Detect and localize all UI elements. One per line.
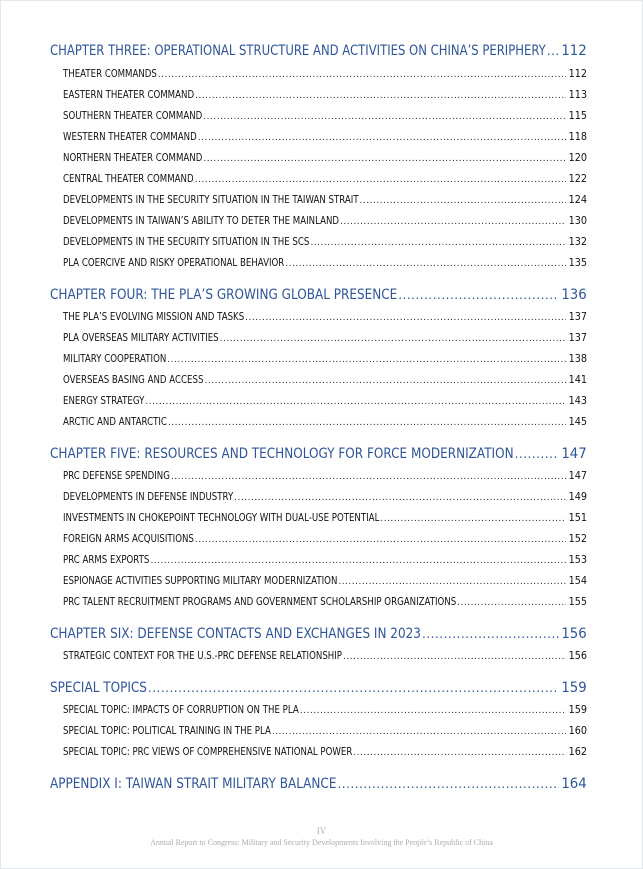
- toc-entry-page: 132: [568, 236, 587, 248]
- toc-section-entry[interactable]: [63, 194, 587, 206]
- toc-entry-title: DEVELOPMENTS IN THE SECURITY SITUATION IN THE TAIWAN STRAIT: [63, 194, 359, 206]
- toc-section-entry[interactable]: [63, 491, 587, 503]
- toc-section-entry[interactable]: [63, 110, 587, 122]
- toc-entry-page: 124: [568, 194, 587, 206]
- dot-leader: [245, 313, 566, 323]
- toc-entry-title: DEVELOPMENTS IN DEFENSE INDUSTRY: [63, 491, 234, 503]
- dot-leader: [353, 748, 566, 758]
- toc-entry-title: ARCTIC AND ANTARCTIC: [63, 416, 167, 428]
- toc-section-entry[interactable]: [63, 311, 587, 323]
- toc-entry-page: 152: [568, 533, 587, 545]
- toc-section-entry[interactable]: [63, 374, 587, 386]
- toc-section-entry[interactable]: [63, 332, 587, 344]
- toc-entry-title: PRC TALENT RECRUITMENT PROGRAMS AND GOVERNMENT SCHOLARSHIP ORGANIZATIONS: [63, 596, 457, 608]
- toc-entry-page: 160: [568, 725, 587, 737]
- running-footer: Annual Report to Congress: Military and Security Developments Involving the People’s Republic of China: [150, 838, 493, 847]
- dot-leader: [300, 706, 566, 716]
- toc-entry-page: 155: [568, 596, 587, 608]
- toc-section-entry[interactable]: [63, 152, 587, 164]
- toc-section-entry[interactable]: [63, 215, 587, 227]
- toc-entry-page: 115: [568, 110, 587, 122]
- toc-entry-title: PRC ARMS EXPORTS: [63, 554, 150, 566]
- toc-entry-page: 138: [568, 353, 587, 365]
- toc-entry-page: 164: [561, 776, 587, 792]
- toc-entry-title: CHAPTER THREE: OPERATIONAL STRUCTURE AND ACTIVITIES ON CHINA’S PERIPHERY: [50, 43, 546, 59]
- toc-section-entry[interactable]: [63, 131, 587, 143]
- dot-leader: [515, 447, 560, 461]
- toc-entry-page: 147: [568, 470, 587, 482]
- dot-leader: [398, 288, 559, 302]
- toc-entry-page: 130: [568, 215, 587, 227]
- toc-section-entry[interactable]: [63, 68, 587, 80]
- dot-leader: [360, 196, 566, 206]
- toc-entry-title: THEATER COMMANDS: [63, 68, 157, 80]
- toc-entry-title: PLA COERCIVE AND RISKY OPERATIONAL BEHAVIOR: [63, 257, 285, 269]
- toc-section-entry[interactable]: [63, 353, 587, 365]
- toc-entry-page: 159: [568, 704, 587, 716]
- dot-leader: [310, 238, 566, 248]
- toc-entry-title: SPECIAL TOPIC: IMPACTS OF CORRUPTION ON THE PLA: [63, 704, 299, 716]
- toc-entry-title: CHAPTER FOUR: THE PLA’S GROWING GLOBAL PRESENCE: [50, 287, 398, 303]
- toc-entry-page: 112: [568, 68, 587, 80]
- dot-leader: [150, 556, 565, 566]
- toc-entry-page: 162: [568, 746, 587, 758]
- dot-leader: [203, 154, 566, 164]
- toc-section-entry[interactable]: [63, 575, 587, 587]
- toc-entry-page: 156: [561, 626, 587, 642]
- toc-entry-title: SPECIAL TOPICS: [50, 680, 147, 696]
- toc-entry-title: SPECIAL TOPIC: PRC VIEWS OF COMPREHENSIVE NATIONAL POWER: [63, 746, 353, 758]
- toc-entry-title: CHAPTER SIX: DEFENSE CONTACTS AND EXCHANGES IN 2023: [50, 626, 421, 642]
- toc-entry-title: NORTHERN THEATER COMMAND: [63, 152, 203, 164]
- toc-section-entry[interactable]: [63, 416, 587, 428]
- toc-entry-page: 118: [568, 131, 587, 143]
- toc-section-entry[interactable]: [63, 596, 587, 608]
- toc-chapter-entry[interactable]: [50, 776, 587, 792]
- toc-entry-title: APPENDIX I: TAIWAN STRAIT MILITARY BALANCE: [50, 776, 337, 792]
- dot-leader: [422, 627, 559, 641]
- toc-entry-page: 159: [561, 680, 587, 696]
- dot-leader: [203, 112, 566, 122]
- toc-chapter-entry[interactable]: [50, 680, 587, 696]
- dot-leader: [547, 44, 560, 58]
- dot-leader: [148, 681, 559, 695]
- dot-leader: [167, 355, 566, 365]
- toc-entry-title: FOREIGN ARMS ACQUISITIONS: [63, 533, 194, 545]
- toc-entry-page: 137: [568, 332, 587, 344]
- dot-leader: [340, 217, 566, 227]
- toc-entry-page: 149: [568, 491, 587, 503]
- toc-chapter-entry[interactable]: [50, 287, 587, 303]
- toc-entry-title: CHAPTER FIVE: RESOURCES AND TECHNOLOGY FOR FORCE MODERNIZATION: [50, 446, 514, 462]
- toc-entry-title: CENTRAL THEATER COMMAND: [63, 173, 194, 185]
- toc-entry-title: PRC DEFENSE SPENDING: [63, 470, 170, 482]
- toc-section-entry[interactable]: [63, 725, 587, 737]
- toc-entry-page: 122: [568, 173, 587, 185]
- toc-entry-page: 143: [568, 395, 587, 407]
- dot-leader: [272, 727, 566, 737]
- toc-entry-title: THE PLA’S EVOLVING MISSION AND TASKS: [63, 311, 245, 323]
- dot-leader: [198, 133, 566, 143]
- toc-section-entry[interactable]: [63, 395, 587, 407]
- toc-section-entry[interactable]: [63, 236, 587, 248]
- dot-leader: [234, 493, 566, 503]
- dot-leader: [204, 376, 565, 386]
- toc-chapter-entry[interactable]: [50, 626, 587, 642]
- toc-section-entry[interactable]: [63, 533, 587, 545]
- toc-entry-title: OVERSEAS BASING AND ACCESS: [63, 374, 204, 386]
- toc-section-entry[interactable]: [63, 512, 587, 524]
- toc-entry-page: 154: [568, 575, 587, 587]
- toc-section-entry[interactable]: [63, 554, 587, 566]
- toc-entry-page: 136: [561, 287, 587, 303]
- dot-leader: [168, 418, 566, 428]
- page-number: IV: [316, 826, 327, 836]
- toc-section-entry[interactable]: [63, 173, 587, 185]
- dot-leader: [171, 472, 566, 482]
- toc-entry-page: 141: [568, 374, 587, 386]
- toc-chapter-entry[interactable]: [50, 43, 587, 59]
- toc-entry-page: 151: [568, 512, 587, 524]
- toc-chapter-entry[interactable]: [50, 446, 587, 462]
- toc-entry-page: 137: [568, 311, 587, 323]
- toc-section-entry[interactable]: [63, 650, 587, 662]
- dot-leader: [145, 397, 566, 407]
- toc-entry-page: 120: [568, 152, 587, 164]
- toc-entry-title: ESPIONAGE ACTIVITIES SUPPORTING MILITARY MODERNIZATION: [63, 575, 338, 587]
- toc-entry-page: 147: [561, 446, 587, 462]
- toc-entry-title: ENERGY STRATEGY: [63, 395, 145, 407]
- dot-leader: [380, 514, 566, 524]
- toc-entry-page: 156: [568, 650, 587, 662]
- toc-section-entry[interactable]: [63, 89, 587, 101]
- toc-entry-page: 145: [568, 416, 587, 428]
- toc-entry-title: INVESTMENTS IN CHOKEPOINT TECHNOLOGY WITH DUAL-USE POTENTIAL: [63, 512, 380, 524]
- dot-leader: [343, 652, 566, 662]
- toc-entry-title: WESTERN THEATER COMMAND: [63, 131, 197, 143]
- dot-leader: [195, 91, 566, 101]
- toc-entry-title: DEVELOPMENTS IN TAIWAN’S ABILITY TO DETER THE MAINLAND: [63, 215, 340, 227]
- toc-entry-title: SPECIAL TOPIC: POLITICAL TRAINING IN THE PLA: [63, 725, 271, 737]
- toc-entry-title: STRATEGIC CONTEXT FOR THE U.S.-PRC DEFENSE RELATIONSHIP: [63, 650, 342, 662]
- toc-section-entry[interactable]: [63, 470, 587, 482]
- toc-entry-title: MILITARY COOPERATION: [63, 353, 167, 365]
- dot-leader: [338, 577, 566, 587]
- dot-leader: [195, 175, 566, 185]
- dot-leader: [337, 777, 559, 791]
- dot-leader: [195, 535, 566, 545]
- toc-entry-title: PLA OVERSEAS MILITARY ACTIVITIES: [63, 332, 219, 344]
- toc-section-entry[interactable]: [63, 257, 587, 269]
- toc-entry-page: 112: [561, 43, 587, 59]
- toc-entry-page: 113: [568, 89, 587, 101]
- dot-leader: [285, 259, 566, 269]
- dot-leader: [158, 70, 566, 80]
- toc-section-entry[interactable]: [63, 704, 587, 716]
- dot-leader: [220, 334, 566, 344]
- toc-entry-title: DEVELOPMENTS IN THE SECURITY SITUATION IN THE SCS: [63, 236, 310, 248]
- dot-leader: [457, 598, 566, 608]
- toc-section-entry[interactable]: [63, 746, 587, 758]
- toc-entry-title: EASTERN THEATER COMMAND: [63, 89, 195, 101]
- toc-entry-page: 135: [568, 257, 587, 269]
- toc-entry-page: 153: [568, 554, 587, 566]
- toc-entry-title: SOUTHERN THEATER COMMAND: [63, 110, 203, 122]
